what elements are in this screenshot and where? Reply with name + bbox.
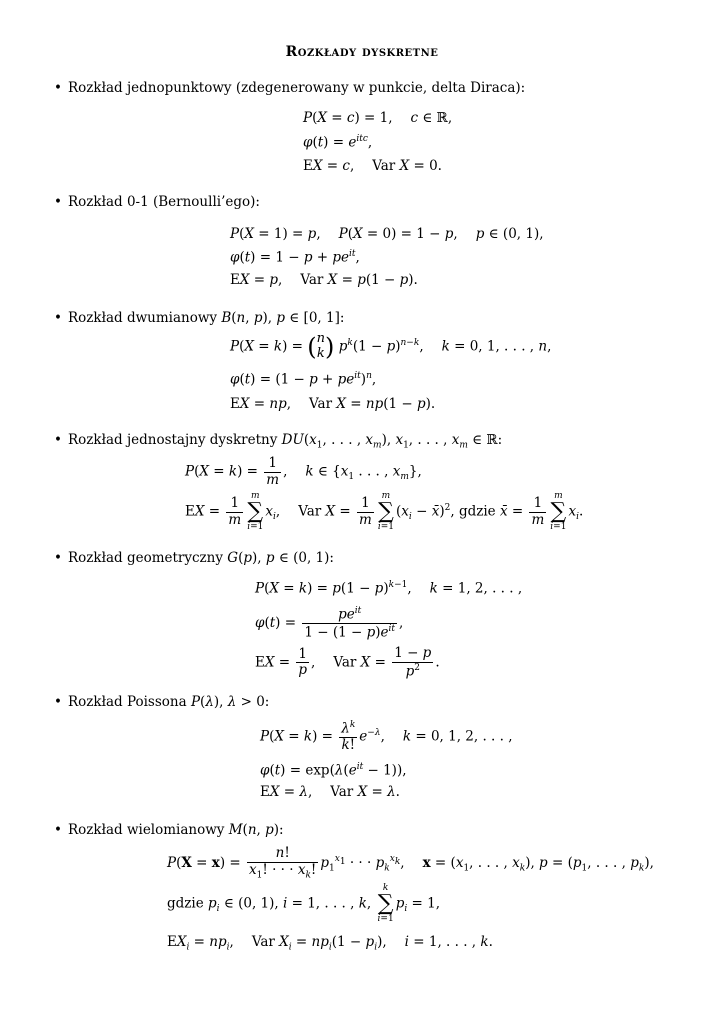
section-heading-6: • Rozkład Poissona P(λ), λ > 0:	[54, 694, 270, 710]
bullet-icon: •	[54, 80, 62, 96]
bullet-icon: •	[54, 550, 62, 566]
bullet-icon: •	[54, 822, 62, 838]
eq-5-1: $P(X = k) = p(1 - p)^{k-1}$, k = 1, 2, . . . ,	[255, 580, 523, 597]
bullet-icon: •	[54, 310, 62, 326]
bullet-icon: •	[54, 694, 62, 710]
eq-6-1: P(X = k) = $\frac{\lambda^k}{k!}$ $e^{-\lambda}$, k = 0, 1, 2, . . . ,	[260, 720, 513, 754]
eq-7-3: $EX_i = np_i$, Var $X_i = np_i(1 - p_i)$, i = 1, . . . , k.	[167, 934, 493, 953]
eq-4-1: P(X = k) = $\frac{1}{m}$ , k ∈ {$x_1$ . . . , $x_m$},	[185, 455, 422, 488]
page-title: Rozkłady dyskretne	[285, 44, 439, 60]
bullet-icon: •	[54, 194, 62, 210]
section-heading-1: • Rozkład jednopunktowy (zdegenerowany w punkcie, delta Diraca):	[54, 80, 526, 96]
section-heading-3: • Rozkład dwumianowy B(n, p), p ∈ [0, 1]:	[54, 310, 345, 326]
eq-7-1: P(X = x) = $\frac{n!}{x_1! \cdot \cdot \cdot x_k!}$ $p_1^{x_1}$ · · · $p_k^{x_k}$, $x = (x_1$, . . . , $x_k$), $p = (p_1$, . . . , $p_k$),	[167, 845, 654, 881]
eq-3-2: $\varphi(t) = (1 - p + pe^{it})^n$,	[230, 371, 377, 388]
eq-5-2: φ(t) = $\frac{pe^{it}}{1 - (1 - p)e^{it}}$ ,	[255, 606, 404, 641]
eq-2-3: EX = p, Var X = p(1 − p).	[230, 272, 418, 288]
eq-1-1: P(X = c) = 1, c ∈ ℝ,	[303, 110, 453, 126]
eq-6-3: EX = λ, Var X = λ.	[260, 784, 400, 800]
section-heading-5: • Rozkład geometryczny G(p), p ∈ (0, 1):	[54, 550, 334, 566]
eq-5-3: EX = $\frac{1}{p}$ , Var X = $\frac{1 - p}{p^2}$ .	[255, 645, 440, 680]
eq-6-2: $\varphi(t) = \exp(\lambda(e^{it} - 1))$,	[260, 762, 407, 779]
eq-2-1: P(X = 1) = p, P(X = 0) = 1 − p, p ∈ (0, 1),	[230, 226, 544, 242]
eq-1-2: $\varphi(t) = e^{itc}$,	[303, 134, 373, 151]
section-heading-2: • Rozkład 0-1 (Bernoulli’ego):	[54, 194, 260, 210]
eq-7-2: gdzie $p_i$ ∈ (0, 1), i = 1, . . . , k, k ∑ i=1 $p_i = 1$,	[167, 883, 441, 924]
eq-1-3: EX = c, Var X = 0.	[303, 158, 442, 174]
eq-4-2: EX = $\frac{1}{m}$ m ∑ i=1 $x_i$, Var X = $\frac{1}{m}$ m ∑ i=1 ($x_i$ − x̄)$^2$, gdzie x̄ = $\frac{1}{m}$ m ∑ i=1 $x_i$.	[185, 491, 584, 532]
eq-2-2: $\varphi(t) = 1 - p + pe^{it}$,	[230, 249, 360, 266]
section-heading-4: • Rozkład jednostajny dyskretny $DU(x_1$, . . . , $x_m$), $x_1$, . . . , $x_m$ ∈ ℝ:	[54, 432, 503, 451]
eq-3-3: EX = np, Var X = np(1 − p).	[230, 396, 436, 412]
eq-3-1: P(X = k) = ( n k ) $p^k(1 - p)^{n-k}$, k = 0, 1, . . . , n,	[230, 331, 552, 361]
section-heading-7: • Rozkład wielomianowy M(n, p):	[54, 822, 284, 838]
bullet-icon: •	[54, 432, 62, 448]
